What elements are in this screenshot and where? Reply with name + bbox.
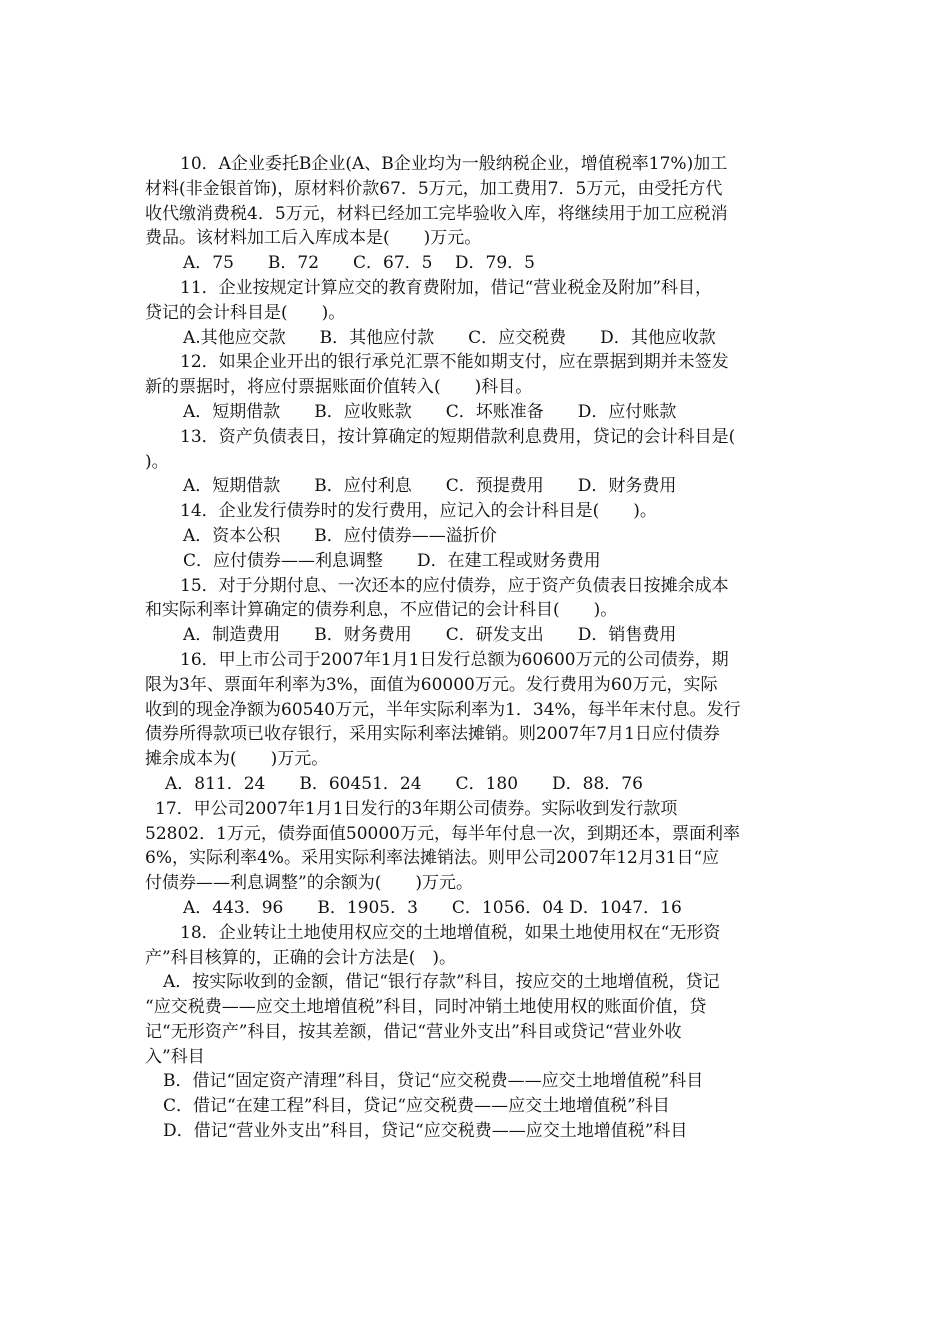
question-18-option-b: B．借记“固定资产清理”科目，贷记“应交税费——应交土地增值税”科目 (163, 1071, 704, 1092)
question-16-line-2: 限为3年、票面年利率为3%，面值为60000万元。发行费用为60万元，实际 (145, 674, 718, 695)
question-10-options: A．75 B．72 C．67．5 D．79．5 (183, 253, 535, 274)
question-10-line-1: 10．A企业委托B企业(A、B企业均为一般纳税企业，增值税率17%)加工 (180, 154, 728, 174)
question-10-line-2: 材料(非金银首饰)，原材料价款67．5万元，加工费用7．5万元，由受托方代 (145, 178, 723, 199)
question-12-line-2: 新的票据时，将应付票据账面价值转入( )科目。 (145, 377, 533, 398)
question-15 (145, 574, 810, 648)
question-12-options: A．短期借款 B．应收账款 C．坏账准备 D．应付账款 (183, 401, 677, 422)
question-16-line-4: 债券所得款项已收存银行，采用实际利率法摊销。则2007年7月1日应付债券 (145, 724, 720, 745)
question-13-options: A．短期借款 B．应付利息 C．预提费用 D．财务费用 (183, 476, 677, 497)
question-16-line-1: 16．甲上市公司于2007年1月1日发行总额为60600万元的公司债券，期 (180, 649, 729, 670)
question-18-option-a-line-2: “应交税费——应交土地增值税”科目，同时冲销土地使用权的账面价值，贷 (145, 997, 707, 1018)
question-17-line-2: 52802．1万元，债券面值50000万元，每半年付息一次，到期还本，票面利率 (145, 823, 740, 844)
question-12-line-1: 12．如果企业开出的银行承兑汇票不能如期支付，应在票据到期并未签发 (180, 352, 729, 373)
question-15-line-1: 15．对于分期付息、一次还本的应付债券，应于资产负债表日按摊余成本 (180, 575, 729, 596)
question-10-line-3: 收代缴消费税4．5万元，材料已经加工完毕验收入库，将继续用于加工应税消 (145, 203, 728, 224)
question-18-option-a-line-1: A．按实际收到的金额，借记“银行存款”科目，按应交的土地增值税，贷记 (163, 972, 720, 993)
question-10-line-4: 费品。该材料加工后入库成本是( )万元。 (145, 228, 482, 249)
question-14-options-1: A．资本公积 B．应付债券——溢折价 (183, 525, 497, 546)
question-12 (145, 350, 810, 424)
question-17-options: A．443．96 B．1905．3 C．1056．04 D．1047．16 (183, 897, 682, 918)
question-16-options: A．811．24 B．60451．24 C．180 D．88．76 (165, 773, 643, 794)
question-18-option-a-line-4: 入”科目 (145, 1046, 205, 1067)
question-14-line-1: 14．企业发行债券时的发行费用，应记入的会计科目是( )。 (180, 501, 657, 522)
question-11 (145, 276, 810, 350)
question-13 (145, 425, 810, 499)
question-11-options: A.其他应交款 B．其他应付款 C．应交税费 D．其他应收款 (183, 327, 716, 348)
question-18-line-1: 18．企业转让土地使用权应交的土地增值税，如果土地使用权在“无形资 (180, 922, 721, 943)
question-14-options-2: C．应付债券——利息调整 D．在建工程或财务费用 (183, 550, 601, 571)
question-11-line-2: 贷记的会计科目是( )。 (145, 302, 346, 323)
question-17-line-4: 付债券——利息调整”的余额为( )万元。 (145, 873, 473, 894)
question-13-line-2: )。 (145, 451, 169, 472)
question-18-line-2: 产”科目核算的，正确的会计方法是( )。 (145, 947, 456, 968)
question-13-line-1: 13．资产负债表日，按计算确定的短期借款利息费用，贷记的会计科目是( (180, 426, 736, 447)
question-18-option-d: D．借记“营业外支出”科目，贷记“应交税费——应交土地增值税”科目 (163, 1121, 688, 1142)
question-16 (145, 648, 810, 797)
question-16-line-5: 摊余成本为( )万元。 (145, 749, 329, 770)
question-15-options: A．制造费用 B．财务费用 C．研发支出 D．销售费用 (183, 625, 677, 646)
question-18 (145, 921, 810, 1144)
question-17-line-1: 17．甲公司2007年1月1日发行的3年期公司债券。实际收到发行款项 (155, 798, 678, 819)
question-18-option-c: C．借记“在建工程”科目，贷记“应交税费——应交土地增值税”科目 (163, 1096, 670, 1117)
question-11-line-1: 11．企业按规定计算应交的教育费附加，借记“营业税金及附加”科目， (180, 277, 713, 298)
question-17-line-3: 6%，实际利率4%。采用实际利率法摊销法。则甲公司2007年12月31日“应 (145, 848, 720, 869)
question-18-option-a-line-3: 记“无形资产”科目，按其差额，借记“营业外支出”科目或贷记“营业外收 (145, 1021, 682, 1042)
question-10 (145, 152, 810, 276)
question-list (145, 152, 810, 1144)
question-16-line-3: 收到的现金净额为60540万元，半年实际利率为1．34%，每半年末付息。发行 (145, 699, 741, 720)
question-15-line-2: 和实际利率计算确定的债券利息，不应借记的会计科目( )。 (145, 600, 618, 621)
question-17 (145, 797, 810, 921)
question-14 (145, 499, 810, 573)
